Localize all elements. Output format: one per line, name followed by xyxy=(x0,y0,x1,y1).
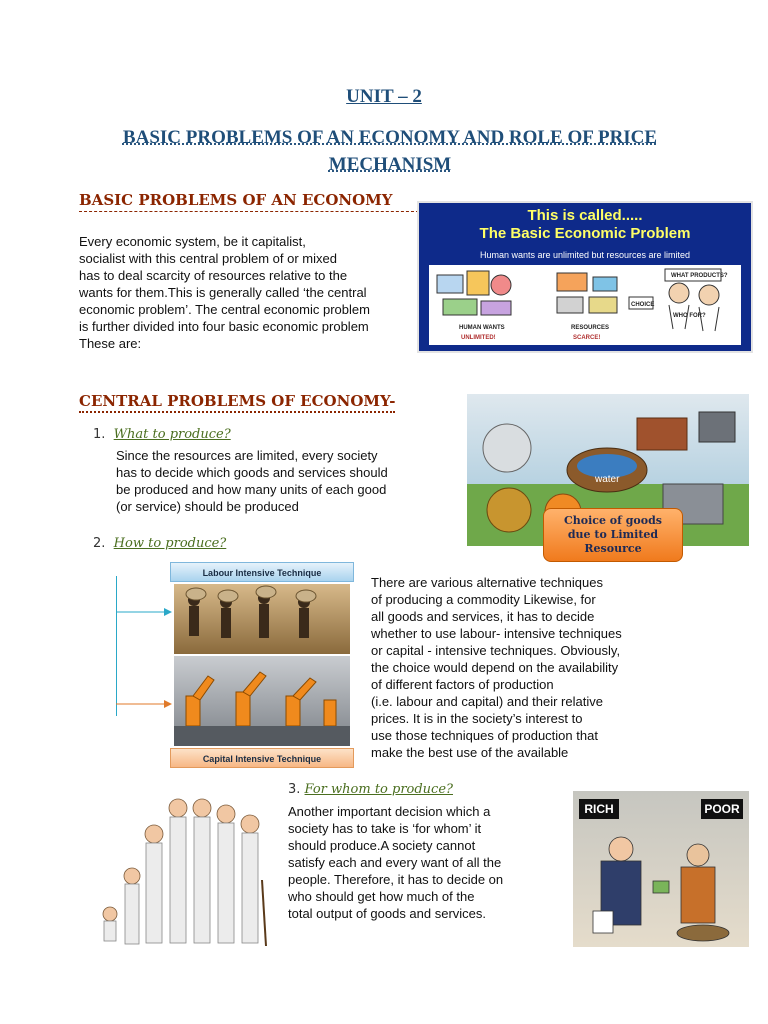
basic-economic-problem-image xyxy=(417,201,753,353)
caption-line: due to Limited xyxy=(567,528,659,541)
list-number: 1. xyxy=(93,427,106,442)
title-line-1: BASIC PROBLEMS OF AN ECONOMY AND ROLE OF PRICE xyxy=(122,127,658,148)
text-line: total output of goods and services. xyxy=(288,906,487,921)
text-line: economic problem’. The central economic problem xyxy=(79,302,370,317)
text-line: all goods and services, it has to decide xyxy=(371,609,595,624)
text-line: people. Therefore, it has to decide on xyxy=(288,872,504,887)
text-line: who should get how much of the xyxy=(288,889,475,904)
bep-label: RESOURCES xyxy=(571,325,610,331)
text-line: of producing a commodity Likewise, for xyxy=(371,592,596,607)
list-number: 3. xyxy=(288,782,301,797)
bep-line-1: This is called..... xyxy=(527,207,643,224)
capital-technique-label: Capital Intensive Technique xyxy=(170,748,354,768)
choice-of-goods-caption xyxy=(543,508,683,562)
text-line: whether to use labour- intensive techniques xyxy=(371,626,622,641)
bep-illustration xyxy=(429,265,741,345)
labour-technique-label: Labour Intensive Technique xyxy=(170,562,354,582)
caption-line: Choice of goods xyxy=(564,514,662,527)
question-label: How to produce? xyxy=(113,536,227,551)
bep-label: UNLIMITED! xyxy=(461,335,496,341)
section-heading-central-problems: CENTRAL PROBLEMS OF ECONOMY- xyxy=(79,392,395,413)
text-line: make the best use of the available xyxy=(371,745,569,760)
bep-label: CHOICE xyxy=(631,302,655,308)
rich-poor-cartoon xyxy=(573,791,749,947)
goods-center-label: water xyxy=(595,474,620,485)
question-for-whom-to-produce xyxy=(288,782,453,797)
text-line: the choice would depend on the availability xyxy=(371,660,619,675)
section-heading-basic-problems: BASIC PROBLEMS OF AN ECONOMY xyxy=(79,191,419,212)
section1-paragraph xyxy=(79,233,419,352)
text-line: use those techniques of production that xyxy=(371,728,598,743)
question-label: For whom to produce? xyxy=(304,782,453,797)
question-label: What to produce? xyxy=(113,427,231,442)
capital-photo xyxy=(174,656,350,746)
for-whom-paragraph xyxy=(288,803,548,922)
text-line: (or service) should be produced xyxy=(116,499,299,514)
bep-label: SCARCE! xyxy=(573,335,601,341)
ages-of-life-image xyxy=(86,790,270,952)
text-line: or capital - intensive techniques. Obviously, xyxy=(371,643,621,658)
bep-label: HUMAN WANTS xyxy=(459,325,505,331)
title-line-2: MECHANISM xyxy=(328,154,452,175)
bep-line-2: The Basic Economic Problem xyxy=(479,225,691,242)
text-line: is further divided into four basic economic problem xyxy=(79,319,369,334)
text-line: Every economic system, be it capitalist, xyxy=(79,234,306,249)
arrow-connectors xyxy=(116,604,172,714)
bep-label: WHO FOR? xyxy=(673,313,706,319)
caption-line: Resource xyxy=(584,542,642,555)
question-how-to-produce xyxy=(93,536,226,551)
how-to-produce-paragraph xyxy=(371,574,671,761)
text-line: prices. It is in the society’s interest to xyxy=(371,711,583,726)
production-technique-image xyxy=(170,562,354,768)
text-line: socialist with this central problem of or mixed xyxy=(79,251,337,266)
bep-label: WHAT PRODUCTS? xyxy=(671,273,728,279)
text-line: satisfy each and every want of all the xyxy=(288,855,502,870)
text-line: be produced and how many units of each good xyxy=(116,482,387,497)
what-to-produce-paragraph xyxy=(116,447,436,515)
labour-photo xyxy=(174,584,350,654)
poor-label: POOR xyxy=(701,799,743,819)
unit-heading: UNIT – 2 xyxy=(346,86,422,107)
list-number: 2. xyxy=(93,536,106,551)
text-line: has to decide which goods and services should xyxy=(116,465,388,480)
page-title xyxy=(60,124,720,178)
text-line: society has to take is ‘for whom’ it xyxy=(288,821,482,836)
text-line: of different factors of production xyxy=(371,677,554,692)
question-what-to-produce xyxy=(93,427,231,442)
text-line: has to deal scarcity of resources relative to the xyxy=(79,268,348,283)
text-line: wants for them.This is generally called ‘the central xyxy=(79,285,367,300)
rich-label: RICH xyxy=(579,799,619,819)
bep-line-3: Human wants are unlimited but resources are limited xyxy=(479,250,691,260)
text-line: should produce.A society cannot xyxy=(288,838,476,853)
text-line: Another important decision which a xyxy=(288,804,491,819)
text-line: These are: xyxy=(79,336,142,351)
text-line: (i.e. labour and capital) and their relative xyxy=(371,694,603,709)
text-line: Since the resources are limited, every society xyxy=(116,448,378,463)
text-line: There are various alternative techniques xyxy=(371,575,603,590)
